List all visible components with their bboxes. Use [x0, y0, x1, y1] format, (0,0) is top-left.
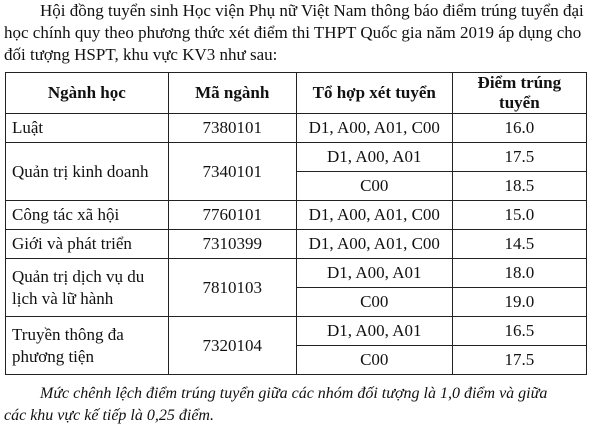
subject-combo: D1, A00, A01, C00 — [296, 201, 452, 230]
intro-line-1: Hội đồng tuyển sinh Học viện Phụ nữ Việt Nam thông báo điểm trúng tuyển đại — [40, 1, 584, 20]
major-name: Công tác xã hội — [6, 201, 169, 230]
major-name: Luật — [6, 114, 169, 143]
major-name: Truyền thông đa phương tiện — [6, 317, 169, 375]
header-major: Ngành học — [6, 73, 169, 114]
footnote-line-2: các khu vực kế tiếp là 0,25 điểm. — [4, 407, 214, 424]
intro-paragraph — [0, 0, 596, 66]
admission-score: 16.5 — [452, 317, 586, 346]
major-name: Giới và phát triển — [6, 230, 169, 259]
subject-combo: D1, A00, A01, C00 — [296, 230, 452, 259]
table-header-row — [6, 73, 587, 114]
header-combo: Tổ hợp xét tuyển — [296, 73, 452, 114]
table-row — [6, 143, 587, 172]
subject-combo: C00 — [296, 288, 452, 317]
major-code: 7380101 — [168, 114, 296, 143]
subject-combo: D1, A00, A01, C00 — [296, 114, 452, 143]
footnote — [0, 383, 596, 427]
admission-score: 15.0 — [452, 201, 586, 230]
table-row — [6, 201, 587, 230]
subject-combo: D1, A00, A01 — [296, 317, 452, 346]
header-code: Mã ngành — [168, 73, 296, 114]
intro-line-2: học chính quy theo phương thức xét điểm thi THPT Quốc gia năm 2019 áp dụng cho — [4, 23, 582, 42]
subject-combo: D1, A00, A01 — [296, 259, 452, 288]
major-code: 7810103 — [168, 259, 296, 317]
table-row — [6, 114, 587, 143]
footnote-line-1: Mức chênh lệch điểm trúng tuyển giữa các nhóm đối tượng là 1,0 điểm và giữa — [40, 385, 548, 402]
admission-scores-table — [5, 72, 587, 375]
major-code: 7320104 — [168, 317, 296, 375]
subject-combo: C00 — [296, 172, 452, 201]
intro-line-3: đối tượng HSPT, khu vực KV3 như sau: — [4, 45, 278, 64]
major-code: 7340101 — [168, 143, 296, 201]
subject-combo: C00 — [296, 346, 452, 375]
table-row — [6, 317, 587, 346]
major-code: 7760101 — [168, 201, 296, 230]
table-row — [6, 230, 587, 259]
major-name: Quản trị dịch vụ du lịch và lữ hành — [6, 259, 169, 317]
admission-score: 17.5 — [452, 346, 586, 375]
admission-score: 14.5 — [452, 230, 586, 259]
subject-combo: D1, A00, A01 — [296, 143, 452, 172]
admission-score: 17.5 — [452, 143, 586, 172]
admission-score: 18.5 — [452, 172, 586, 201]
header-score: Điểm trúng tuyển — [452, 73, 586, 114]
admission-score: 16.0 — [452, 114, 586, 143]
major-name: Quản trị kinh doanh — [6, 143, 169, 201]
table-row — [6, 259, 587, 288]
admission-score: 19.0 — [452, 288, 586, 317]
admission-score: 18.0 — [452, 259, 586, 288]
major-code: 7310399 — [168, 230, 296, 259]
